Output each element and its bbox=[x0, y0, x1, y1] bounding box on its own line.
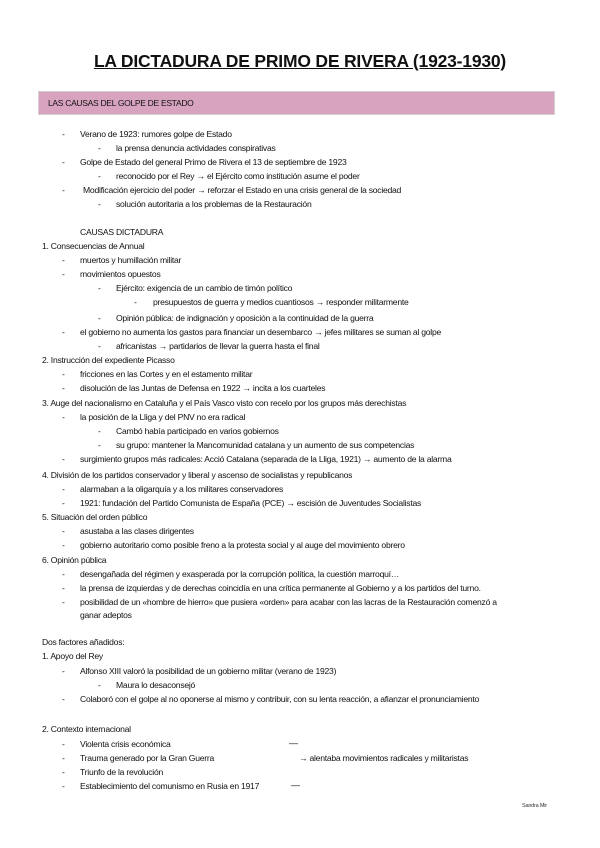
numbered-heading: 5. Situación del orden público bbox=[42, 512, 148, 522]
bullet-dash: - bbox=[62, 327, 65, 337]
bullet-dash: - bbox=[62, 739, 65, 749]
bullet-dash: - bbox=[62, 129, 65, 139]
list-item: Golpe de Estado del general Primo de Rivera el 13 de septiembre de 1923 bbox=[80, 157, 347, 167]
bullet-dash: - bbox=[98, 680, 101, 690]
bullet-dash: - bbox=[62, 412, 65, 422]
bullet-dash: - bbox=[62, 383, 65, 393]
bullet-dash: - bbox=[98, 341, 101, 351]
bullet-dash: - bbox=[62, 753, 65, 763]
list-item: reconocido por el Rey → el Ejército como institución asume el poder bbox=[116, 171, 360, 181]
numbered-heading: 2. Instrucción del expediente Picasso bbox=[42, 355, 175, 365]
list-item: solución autoritaria a los problemas de la Restauración bbox=[116, 199, 312, 209]
bullet-dash: - bbox=[98, 313, 101, 323]
list-item: Alfonso XIII valoró la posibilidad de un gobierno militar (verano de 1923) bbox=[80, 666, 337, 676]
list-item: Ejército: exigencia de un cambio de timón político bbox=[116, 283, 293, 293]
document-title: LA DICTADURA DE PRIMO DE RIVERA (1923-1930) bbox=[93, 51, 507, 71]
bullet-dash: - bbox=[98, 440, 101, 450]
bullet-dash: - bbox=[62, 526, 65, 536]
bullet-dash: - bbox=[62, 597, 65, 607]
bullet-dash: - bbox=[98, 283, 101, 293]
list-item: asustaba a las clases dirigentes bbox=[80, 526, 194, 536]
list-item: el gobierno no aumenta los gastos para financiar un desembarco → jefes militares se suman al golpe bbox=[80, 327, 442, 337]
bullet-dash: - bbox=[62, 498, 65, 508]
consequence-arrow-text: → alentaba movimientos radicales y militaristas bbox=[299, 753, 469, 763]
list-item: fricciones en las Cortes y en el estamento militar bbox=[80, 369, 253, 379]
list-item: Violenta crisis económica bbox=[80, 739, 171, 749]
bullet-dash: - bbox=[98, 171, 101, 181]
list-item: 1921: fundación del Partido Comunista de España (PCE) → escisión de Juventudes Socialistas bbox=[80, 498, 422, 508]
bullet-dash: - bbox=[62, 157, 65, 167]
list-item: movimientos opuestos bbox=[80, 269, 161, 279]
list-item: africanistas → partidarios de llevar la guerra hasta el final bbox=[116, 341, 320, 351]
bullet-dash: - bbox=[62, 540, 65, 550]
bullet-dash: - bbox=[62, 666, 65, 676]
subsection-heading: CAUSAS DICTADURA bbox=[80, 227, 164, 237]
list-item: Establecimiento del comunismo en Rusia en 1917 bbox=[80, 781, 260, 791]
bullet-dash: - bbox=[62, 484, 65, 494]
bullet-dash: - bbox=[98, 143, 101, 153]
list-item-continuation: ganar adeptos bbox=[80, 610, 132, 620]
numbered-heading: 6. Opinión pública bbox=[42, 555, 107, 565]
list-item: gobierno autoritario como posible freno a la protesta social y al auge del movimiento obrero bbox=[80, 540, 405, 550]
list-item: desengañada del régimen y exasperada por la corrupción política, la cuestión marroquí… bbox=[80, 569, 400, 579]
brace-bottom-dash: — bbox=[291, 780, 300, 790]
bullet-dash: - bbox=[62, 781, 65, 791]
list-item: disolución de las Juntas de Defensa en 1922 → incita a los cuarteles bbox=[80, 383, 326, 393]
brace-top-dash: — bbox=[289, 738, 298, 748]
list-item: surgimiento grupos más radicales: Acció Catalana (separada de la Lliga, 1921) → aumento de la alarma bbox=[80, 454, 452, 464]
bullet-dash: - bbox=[98, 426, 101, 436]
list-item: la posición de la Lliga y del PNV no era radical bbox=[80, 412, 246, 422]
section-header-bar bbox=[38, 91, 555, 115]
numbered-heading: 1. Apoyo del Rey bbox=[42, 651, 103, 661]
bullet-dash: - bbox=[62, 269, 65, 279]
bullet-dash: - bbox=[62, 185, 65, 195]
numbered-heading: 1. Consecuencias de Annual bbox=[42, 241, 145, 251]
list-item: alarmaban a la oligarquía y a los militares conservadores bbox=[80, 484, 284, 494]
list-item: Modificación ejercicio del poder → reforzar el Estado en una crisis general de la sociedad bbox=[83, 185, 402, 195]
list-item: Trauma generado por la Gran Guerra bbox=[80, 753, 215, 763]
bullet-dash: - bbox=[134, 297, 137, 307]
bullet-dash: - bbox=[62, 569, 65, 579]
bullet-dash: - bbox=[98, 199, 101, 209]
list-item: Verano de 1923: rumores golpe de Estado bbox=[80, 129, 232, 139]
list-item: presupuestos de guerra y medios cuantiosos → responder militarmente bbox=[153, 297, 409, 307]
bullet-dash: - bbox=[62, 369, 65, 379]
list-item: Opinión pública: de indignación y oposición a la continuidad de la guerra bbox=[116, 313, 374, 323]
section-header-label: LAS CAUSAS DEL GOLPE DE ESTADO bbox=[48, 98, 194, 108]
list-item: la prensa denuncia actividades conspirativas bbox=[116, 143, 276, 153]
numbered-heading: 2. Contexto internacional bbox=[42, 724, 131, 734]
list-item: su grupo: mantener la Mancomunidad catalana y un aumento de sus competencias bbox=[116, 440, 415, 450]
list-item: Triunfo de la revolución bbox=[80, 767, 164, 777]
bullet-dash: - bbox=[62, 694, 65, 704]
numbered-heading: 4. División de los partidos conservador y liberal y ascenso de socialistas y republicanos bbox=[42, 470, 353, 480]
list-item: Maura lo desaconsejó bbox=[116, 680, 196, 690]
list-item: la prensa de izquierdas y de derechas coincidía en una crítica permanente al Gobierno y a los partidos del turno. bbox=[80, 583, 481, 593]
list-item: posibilidad de un «hombre de hierro» que pusiera «orden» para acabar con las lacras de la Restauración comenzó a bbox=[80, 597, 497, 607]
subsection-heading: Dos factores añadidos: bbox=[42, 637, 125, 647]
list-item: Cambó había participado en varios gobiernos bbox=[116, 426, 279, 436]
bullet-dash: - bbox=[62, 767, 65, 777]
bullet-dash: - bbox=[62, 255, 65, 265]
bullet-dash: - bbox=[62, 454, 65, 464]
footer-author: Sandra Mir bbox=[522, 803, 547, 809]
list-item: muertos y humillación militar bbox=[80, 255, 182, 265]
bullet-dash: - bbox=[62, 583, 65, 593]
list-item: Colaboró con el golpe al no oponerse al mismo y contribuir, con su lenta reacción, a afianzar el pronunciamiento bbox=[80, 694, 480, 704]
numbered-heading: 3. Auge del nacionalismo en Cataluña y el País Vasco visto con recelo por los grupos más derechistas bbox=[42, 398, 407, 408]
